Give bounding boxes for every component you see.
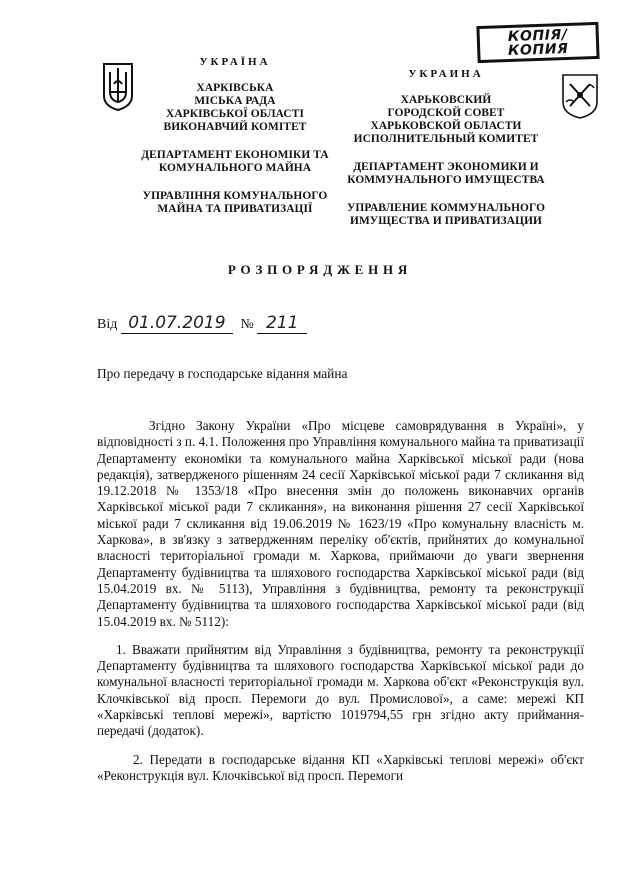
directorate-line: УПРАВЛЕНИЕ КОММУНАЛЬНОГО xyxy=(346,202,546,214)
clause-1-paragraph: 1. Вважати прийнятим від Управління з будівництва, ремонту та реконструкції Департаменту будівництва та шляхового господарства Харківської міської ради до комунальної власності територіальної громади м. Харкова об'єкт «Реконструкція вул. Клочківської від просп. Перемоги до вул. Промислової», а саме: мережі КП «Харківські теплові мережі», вартістю 1019794,55 грн згідно акту приймання-передачі (додаток). xyxy=(97,641,584,739)
council-line: ИСПОЛНИТЕЛЬНЫЙ КОМИТЕТ xyxy=(353,133,539,145)
council-line: ХАРЬКОВСКОЙ ОБЛАСТИ xyxy=(370,120,522,132)
date-value: 01.07.2019 xyxy=(121,313,233,334)
preamble-paragraph: Згідно Закону України «Про місцеве самоврядування в Україні», у відповідності з п. 4.1. Положення про Управління комунального майна та приватизації Департаменту економіки та комунального майна Харківської міської ради (нова редакція), затвердженого рішенням 24 сесії Харківської міської ради 7 скликання від 19.12.2018 № 1353/18 «Про внесення змін до положень виконавчих органів Харківської міської ради 7 скликання», на виконання рішення 27 сесії Харківської міської ради 7 скликання від 19.06.2019 № 1623/19 «Про комунальну власність м. Харкова», в зв'язку з затвердженням переліку об'єктів, прийнятих до комунальної власності територіальної громади м. Харкова, приймаючи до уваги звернення Департаменту будівництва та шляхового господарства Харківської міської ради (від 15.04.2019 вх. № 5113), Управління з будівництва, ремонту та реконструкції Департаменту будівництва та шляхового господарства Харківської міської ради (від 15.04.2019 вх. № 5112): xyxy=(97,418,584,629)
council-line: ХАРКІВСЬКОЇ ОБЛАСТІ xyxy=(166,108,304,120)
date-prefix: Від xyxy=(97,317,118,332)
department-line: ДЕПАРТАМЕНТ ЭКОНОМИКИ И xyxy=(353,161,539,173)
stamp-line-1: КОПІЯ/ xyxy=(507,26,568,46)
copy-stamp xyxy=(476,22,599,63)
stamp-line-2: КОПИЯ xyxy=(507,40,569,60)
council-line: ХАРЬКОВСКИЙ xyxy=(400,94,492,106)
number-label: № xyxy=(240,317,254,332)
department-name-uk xyxy=(130,149,340,175)
department-name-ru xyxy=(330,161,562,187)
directorate-line: ИМУЩЕСТВА И ПРИВАТИЗАЦИИ xyxy=(349,215,543,227)
council-line: ХАРКІВСЬКА xyxy=(196,82,274,94)
date-number-row xyxy=(97,313,307,334)
council-name-uk xyxy=(130,82,340,134)
document-subject: Про передачу в господарське відання майна xyxy=(97,366,348,381)
department-line: ДЕПАРТАМЕНТ ЕКОНОМІКИ ТА xyxy=(141,149,329,161)
document-title: РОЗПОРЯДЖЕННЯ xyxy=(227,262,413,277)
country-name-uk: УКРАЇНА xyxy=(199,56,271,68)
council-name-ru xyxy=(330,94,562,146)
directorate-name-ru xyxy=(330,202,562,228)
department-line: КОММУНАЛЬНОГО ИМУЩЕСТВА xyxy=(347,174,545,186)
document-body xyxy=(97,418,584,784)
council-line: ВИКОНАВЧИЙ КОМІТЕТ xyxy=(163,121,307,133)
directorate-line: УПРАВЛІННЯ КОМУНАЛЬНОГО xyxy=(142,190,328,202)
directorate-name-uk xyxy=(130,190,340,216)
department-line: КОМУНАЛЬНОГО МАЙНА xyxy=(158,162,312,174)
country-name-ru: УКРАИНА xyxy=(408,68,484,80)
number-value: 211 xyxy=(257,313,307,334)
header-left xyxy=(130,56,340,216)
directorate-line: МАЙНА ТА ПРИВАТИЗАЦІЇ xyxy=(157,203,313,215)
council-line: ГОРОДСКОЙ СОВЕТ xyxy=(387,107,505,119)
clause-2-paragraph: 2. Передати в господарське відання КП «Харківські теплові мережі» об'єкт «Реконструкція вул. Клочківської від просп. Перемоги xyxy=(97,751,584,783)
header-right xyxy=(330,68,562,228)
kharkiv-coat-of-arms xyxy=(560,72,600,120)
council-line: МІСЬКА РАДА xyxy=(194,95,276,107)
